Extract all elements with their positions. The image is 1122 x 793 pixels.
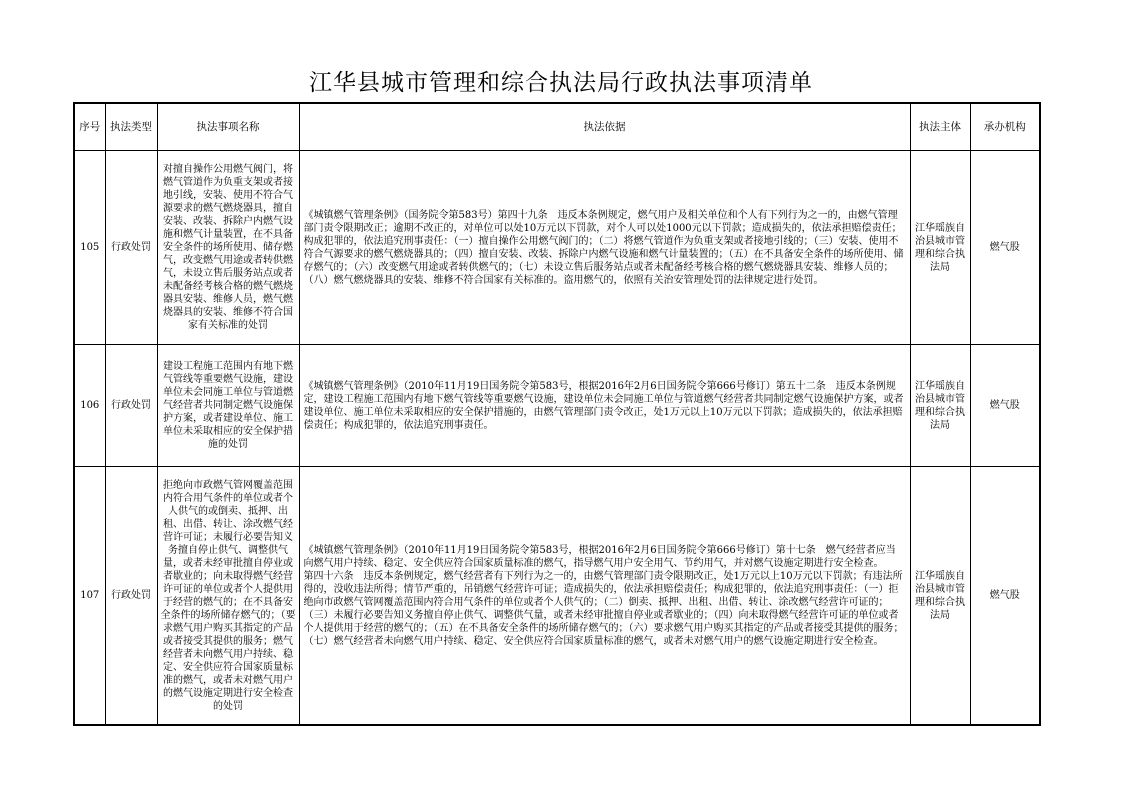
row-org: 燃气股	[970, 467, 1040, 726]
row-type: 行政处罚	[105, 151, 157, 345]
header-name: 执法事项名称	[157, 103, 299, 151]
header-subject: 执法主体	[910, 103, 970, 151]
table-row	[74, 345, 1040, 467]
document-title: 江华县城市管理和综合执法局行政执法事项清单	[309, 70, 813, 96]
row-type: 行政处罚	[105, 467, 157, 726]
row-seq: 105	[74, 151, 105, 345]
row-subject: 江华瑶族自治县城市管理和综合执法局	[910, 151, 970, 345]
basis-paragraph: 第四十六条 违反本条例规定，燃气经营者有下列行为之一的，由燃气管理部门责令限期改正，处1万元以上10万元以下罚款；有违法所得的，没收违法所得；情节严重的，吊销燃气经营许可证；造成损失的，依法承担赔偿责任；构成犯罪的，依法追究刑事责任：（一）拒绝向市政燃气管网覆盖范围内符合用气条件的单位或者个人供气的；（二）倒卖、抵押、出租、出借、转让、涂改燃气经营许可证的；（三）未履行必要告知义务擅自停止供气、调整供气量，或者未经审批擅自停业或者歇业的；（四）向未取得燃气经营许可证的单位或者个人提供用于经营的燃气的；（五）在不具备安全条件的场所储存燃气的；（六）要求燃气用户购买其指定的产品或者接受其提供的服务；（七）燃气经营者未向燃气用户持续、稳定、安全供应符合国家质量标准的燃气，或者未对燃气用户的燃气设施定期进行安全检查。	[303, 570, 904, 647]
header-type: 执法类型	[105, 103, 157, 151]
table-header-row	[74, 103, 1040, 151]
row-seq: 106	[74, 345, 105, 467]
row-item-name: 拒绝向市政燃气管网覆盖范围内符合用气条件的单位或者个人供气的或倒卖、抵押、出租、出借、转让、涂改燃气经营许可证；未履行必要告知义务擅自停止供气、调整供气量，或者未经审批擅自停业或者歇业的；向未取得燃气经营许可证的单位或者个人提供用于经营的燃气的；在不具备安全条件的场所储存燃气的；（要求燃气用户购买其指定的产品或者接受其提供的服务；燃气经营者未向燃气用户持续、稳定、安全供应符合国家质量标准的燃气，或者未对燃气用户的燃气设施定期进行安全检查的处罚	[157, 467, 299, 726]
row-subject: 江华瑶族自治县城市管理和综合执法局	[910, 345, 970, 467]
table-row	[74, 467, 1040, 726]
header-seq: 序号	[74, 103, 105, 151]
row-type: 行政处罚	[105, 345, 157, 467]
row-item-name: 对擅自操作公用燃气阀门，将燃气管道作为负重支架或者接地引线，安装、使用不符合气源要求的燃气燃烧器具，擅自安装、改装、拆除户内燃气设施和燃气计量装置，在不具备安全条件的场所使用、储存燃气，改变燃气用途或者转供燃气，未设立售后服务站点或者未配备经考核合格的燃气燃烧器具安装、维修人员，燃气燃烧器具的安装、维修不符合国家有关标准的处罚	[157, 151, 299, 345]
row-seq: 107	[74, 467, 105, 726]
row-basis: 《城镇燃气管理条例》（2010年11月19日国务院令第583号，根据2016年2月6日国务院令第666号修订）第五十二条 违反本条例规定，建设工程施工范围内有地下燃气管线等重要燃气设施，建设单位未会同施工单位与管道燃气经营者共同制定燃气设施保护方案，或者建设单位、施工单位未采取相应的安全保护措施的，由燃气管理部门责令改正，处1万元以上10万元以下罚款；造成损失的，依法承担赔偿责任；构成犯罪的，依法追究刑事责任。	[299, 345, 910, 467]
row-basis	[299, 467, 910, 726]
row-item-name: 建设工程施工范围内有地下燃气管线等重要燃气设施，建设单位未会同施工单位与管道燃气经营者共同制定燃气设施保护方案，或者建设单位、施工单位未采取相应的安全保护措施的处罚	[157, 345, 299, 467]
row-subject: 江华瑶族自治县城市管理和综合执法局	[910, 467, 970, 726]
row-org: 燃气股	[970, 345, 1040, 467]
row-basis: 《城镇燃气管理条例》（国务院令第583号）第四十九条 违反本条例规定，燃气用户及相关单位和个人有下列行为之一的，由燃气管理部门责令限期改正；逾期不改正的，对单位可以处10万元以下罚款，对个人可以处1000元以下罚款；造成损失的，依法承担赔偿责任；构成犯罪的，依法追究刑事责任：（一）擅自操作公用燃气阀门的；（二）将燃气管道作为负重支架或者接地引线的；（三）安装、使用不符合气源要求的燃气燃烧器具的；（四）擅自安装、改装、拆除户内燃气设施和燃气计量装置的；（五）在不具备安全条件的场所使用、储存燃气的；（六）改变燃气用途或者转供燃气的；（七）未设立售后服务站点或者未配备经考核合格的燃气燃烧器具安装、维修人员的；（八）燃气燃烧器具的安装、维修不符合国家有关标准的。盗用燃气的，依照有关治安管理处罚的法律规定进行处罚。	[299, 151, 910, 345]
table-row	[74, 151, 1040, 345]
basis-paragraph: 《城镇燃气管理条例》（2010年11月19日国务院令第583号，根据2016年2月6日国务院令第666号修订）第十七条 燃气经营者应当向燃气用户持续、稳定、安全供应符合国家质量标准的燃气，指导燃气用户安全用气、节约用气，并对燃气设施定期进行安全检查。	[303, 544, 896, 569]
row-org: 燃气股	[970, 151, 1040, 345]
enforcement-items-table	[73, 102, 1041, 726]
header-org: 承办机构	[970, 103, 1040, 151]
header-basis: 执法依据	[299, 103, 910, 151]
